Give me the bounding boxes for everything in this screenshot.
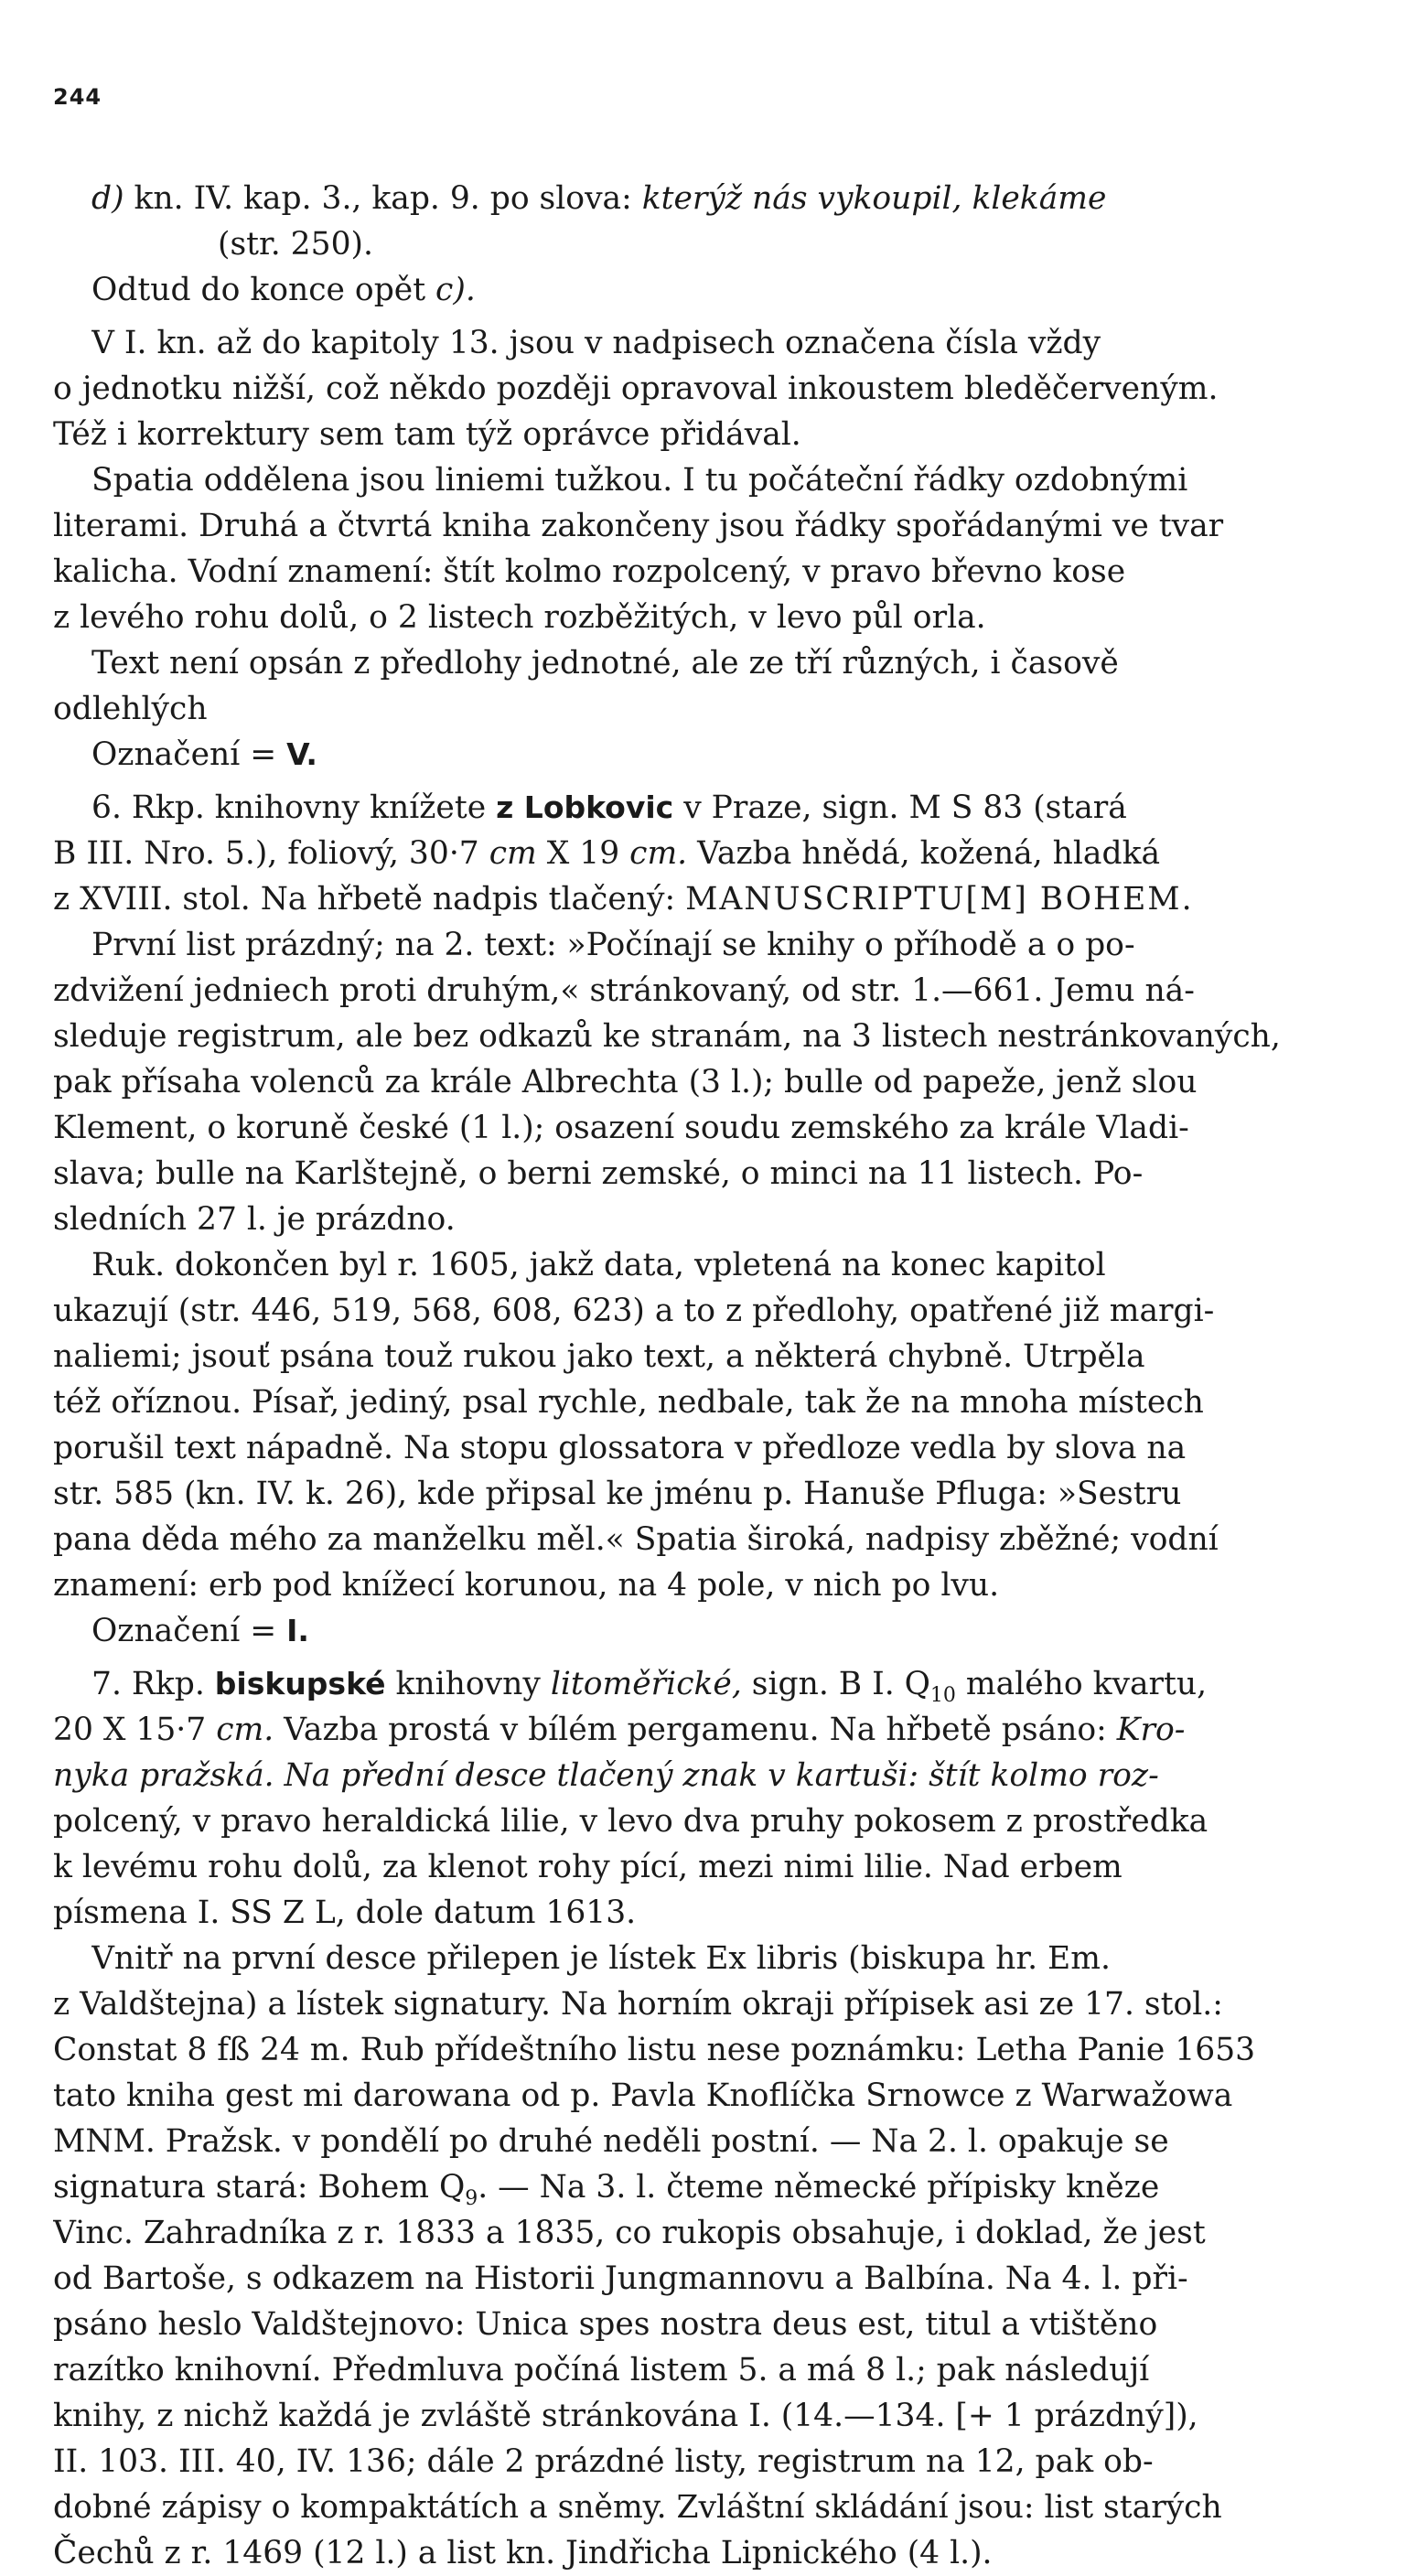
text-run: knihovny (385, 1666, 551, 1702)
text-run: B III. Nro. 5.), foliový, 30·7 (53, 835, 489, 872)
text-line: znamení: erb pod knížecí korunou, na 4 pole, v nich po lvu. (53, 1567, 1000, 1604)
text-line: dobné zápisy o kompaktátích a sněmy. Zvláštní skládání jsou: list starých (53, 2489, 1222, 2526)
designation-letter: I. (286, 1613, 309, 1648)
designation-line (91, 1608, 1372, 1654)
text-line: Vnitř na první desce přilepen je lístek Ex libris (biskupa hr. Em. (91, 1940, 1111, 1977)
text-line (91, 785, 1372, 831)
italic-title: Kro- (1116, 1712, 1186, 1748)
text-line: MNM. Pražsk. v pondělí po druhé neděli postní. — Na 2. l. opakuje se (53, 2123, 1169, 2160)
unit: cm. (629, 835, 688, 872)
text-line: Ruk. dokončen byl r. 1605, jakž data, vpletená na konec kapitol (91, 1247, 1106, 1283)
text-line: též oříznou. Písař, jediný, psal rychle, nedbale, tak že na mnoha místech (53, 1384, 1204, 1421)
unit: cm (489, 835, 537, 872)
text-run: Označení (91, 736, 251, 773)
text-line: naliemi; jsouť psána touž rukou jako text, a některá chybně. Utrpěla (53, 1338, 1145, 1375)
library-place: litoměřické, (550, 1666, 742, 1702)
text-run: signatura stará: Bohem Q (53, 2169, 466, 2206)
page-number: 244 (53, 84, 102, 110)
text-line: sledních 27 l. je prázdno. (53, 1201, 456, 1238)
text-line: zdvižení jedniech proti druhým,« stránkovaný, od str. 1.—661. Jemu ná- (53, 972, 1195, 1009)
text-run: z XVIII. stol. Na hřbetě nadpis tlačený: (53, 881, 686, 918)
text-line: knihy, z nichž každá je zvláště stránkována I. (14.—134. [+ 1 prázdný]), (53, 2398, 1198, 2434)
text-run: 20 X 15·7 (53, 1712, 217, 1748)
designation-line (91, 732, 1372, 778)
text-line: odlehlých (53, 691, 208, 727)
text-line: psáno heslo Valdštejnovo: Unica spes nostra deus est, titul a vtištěno (53, 2306, 1158, 2343)
equals-sign: = (250, 736, 287, 773)
unit: cm. (216, 1712, 274, 1748)
text-run: X 19 (536, 835, 630, 872)
text-line: (str. 250). (218, 226, 373, 263)
text-line: Vinc. Zahradníka z r. 1833 a 1835, co rukopis obsahuje, i doklad, že jest (53, 2215, 1206, 2251)
text-line: str. 585 (kn. IV. k. 26), kde připsal ke jménu p. Hanuše Pfluga: »Sestru (53, 1476, 1182, 1512)
text-line: II. 103. III. 40, IV. 136; dále 2 prázdné listy, registrum na 12, pak ob- (53, 2443, 1154, 2480)
text-line: od Bartoše, s odkazem na Historii Jungmannovu a Balbína. Na 4. l. při- (53, 2260, 1188, 2297)
text-line: ukazují (str. 446, 519, 568, 608, 623) a to z předlohy, opatřené již margi- (53, 1293, 1215, 1329)
text-run: kn. IV. kap. 3., kap. 9. po slova: (134, 180, 642, 217)
text-line (91, 267, 1372, 313)
text-line: Klement, o koruně české (1 l.); osazení soudu zemského za krále Vladi- (53, 1110, 1189, 1146)
library-name: biskupské (214, 1666, 386, 1701)
text-line: tato kniha gest mi darowana od p. Pavla Knoflíčka Srnowce z Warwažowa (53, 2077, 1233, 2114)
text-line: nyka pražská. Na přední desce tlačený znak v kartuši: štít kolmo roz- (53, 1757, 1159, 1794)
text-line: Constat 8 fß 24 m. Rub přídeštního listu nese poznámku: Letha Panie 1653 (53, 2032, 1256, 2068)
text-line: razítko knihovní. Předmluva počíná listem 5. a má 8 l.; pak následují (53, 2352, 1150, 2388)
text-run: Vazba hnědá, kožená, hladká (687, 835, 1161, 872)
text-line: pana děda mého za manželku měl.« Spatia široká, nadpisy zběžné; vodní (53, 1521, 1219, 1558)
text-line: Čechů z r. 1469 (12 l.) a list kn. Jindřicha Lipnického (4 l.). (53, 2535, 993, 2571)
text-line: pak přísaha volenců za krále Albrechta (3 l.); bulle od papeže, jenž slou (53, 1064, 1198, 1100)
text-line (53, 831, 1372, 876)
text-line: literami. Druhá a čtvrtá kniha zakončeny jsou řádky spořádanými ve tvar (53, 508, 1224, 544)
italic-ref: c). (435, 272, 476, 308)
text-run: 6. Rkp. knihovny knížete (91, 789, 497, 826)
subscript: 10 (929, 1683, 956, 1707)
text-run: Odtud do konce opět (91, 272, 436, 308)
text-line: sleduje registrum, ale bez odkazů ke stranám, na 3 listech nestránkovaných, (53, 1018, 1281, 1055)
text-line: z Valdštejna) a lístek signatury. Na horním okraji přípisek asi ze 17. stol.: (53, 1986, 1223, 2023)
text-line (91, 1661, 1372, 1707)
text-line (53, 1707, 1372, 1753)
text-run: 7. Rkp. (91, 1666, 215, 1702)
text-run: v Praze, sign. M S 83 (stará (673, 789, 1127, 826)
text-line (91, 176, 1372, 221)
text-line (53, 2164, 1372, 2210)
text-line (53, 876, 1372, 922)
text-line: polcený, v pravo heraldická lilie, v levo dva pruhy pokosem z prostředka (53, 1803, 1209, 1840)
text-line: První list prázdný; na 2. text: »Počínají se knihy o příhodě a o po- (91, 927, 1135, 963)
text-line: písmena I. SS Z L, dole datum 1613. (53, 1894, 637, 1931)
text-line: porušil text nápadně. Na stopu glossatora v předloze vedla by slova na (53, 1430, 1187, 1466)
subscript: 9 (465, 2186, 478, 2210)
text-line: V I. kn. až do kapitoly 13. jsou v nadpisech označena čísla vždy (91, 325, 1101, 361)
text-line: Též i korrektury sem tam týž oprávce přidával. (53, 416, 801, 453)
text-line: slava; bulle na Karlštejně, o berni zemské, o minci na 11 listech. Po- (53, 1155, 1144, 1192)
list-marker: d) (91, 180, 124, 217)
text-run: sign. B I. Q (741, 1666, 930, 1702)
text-line: o jednotku nižší, což někdo později opravoval inkoustem bleděčerveným. (53, 370, 1219, 407)
equals-sign: = (250, 1613, 287, 1649)
document-body (53, 176, 1372, 2576)
text-run: Vazba prostá v bílém pergamenu. Na hřbetě psáno: (274, 1712, 1117, 1748)
italic-quote: kterýž nás vykoupil, klekáme (641, 180, 1107, 217)
text-line: Text není opsán z předlohy jednotné, ale ze tří různých, i časově (91, 645, 1119, 682)
text-line: z levého rohu dolů, o 2 listech rozběžitých, v levo půl orla. (53, 599, 986, 636)
library-name: z Lobkovic (496, 789, 674, 825)
text-line: k levému rohu dolů, za klenot rohy pící, mezi nimi lilie. Nad erbem (53, 1849, 1123, 1885)
text-line: kalicha. Vodní znamení: štít kolmo rozpolcený, v pravo břevno kose (53, 553, 1126, 590)
text-line: Spatia oddělena jsou liniemi tužkou. I tu počáteční řádky ozdobnými (91, 462, 1188, 499)
spine-title: MANUSCRIPTU[M] BOHEM. (685, 881, 1194, 918)
designation-letter: V. (286, 736, 317, 772)
text-run: malého kvartu, (955, 1666, 1208, 1702)
text-run: Označení (91, 1613, 251, 1649)
text-run: . — Na 3. l. čteme německé přípisky kněze (478, 2169, 1160, 2206)
